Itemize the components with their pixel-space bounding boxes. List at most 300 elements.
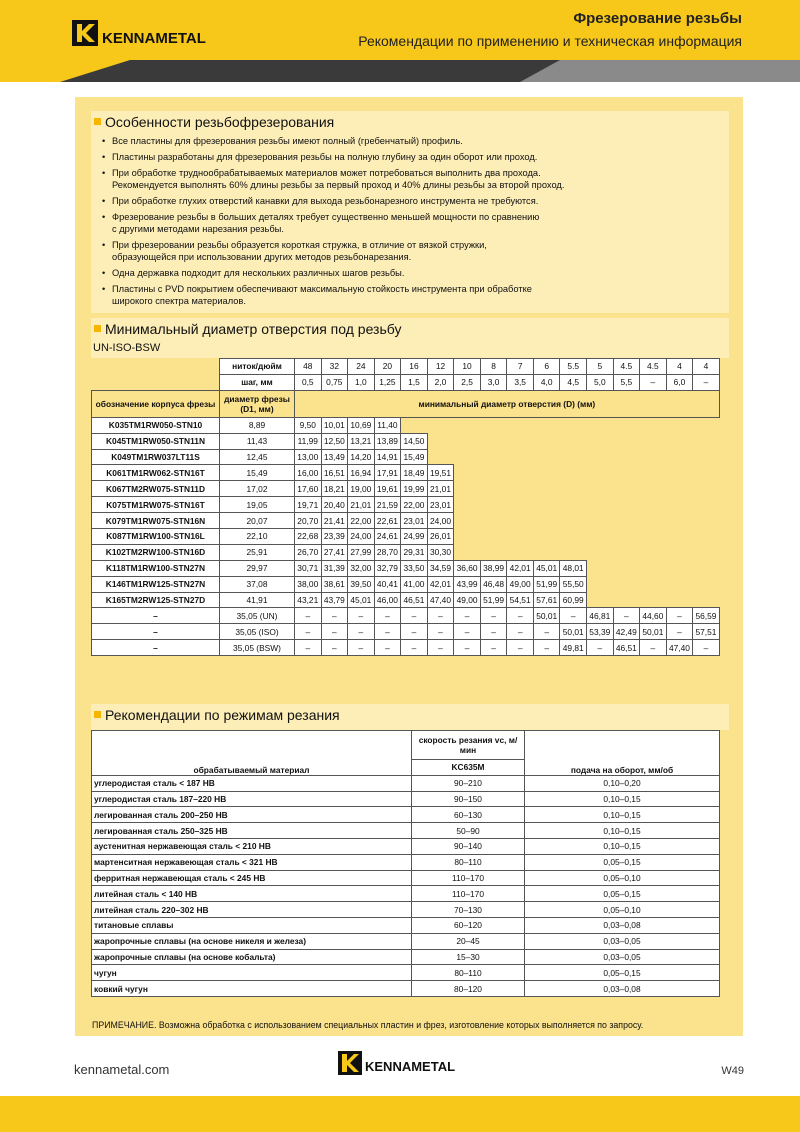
col-min-header: минимальный диаметр отверстия (D) (мм) (295, 390, 720, 417)
min-diameter-cell: 39,50 (348, 576, 375, 592)
col-body-header: обозначение корпуса фрезы (92, 390, 220, 417)
feature-line: Пластины разработаны для фрезерования резьбы на полную глубину за один оборот или проход. (112, 152, 538, 162)
col-d1-header: диаметр фрезы (D1, мм) (220, 390, 295, 417)
speed-cell: 110–170 (412, 870, 525, 886)
min-diameter-cell: 46,81 (587, 608, 614, 624)
min-diameter-title (94, 321, 401, 337)
min-diameter-cell: – (507, 640, 534, 656)
pitch-cell: 3,0 (480, 374, 507, 390)
min-diameter-cell: – (480, 640, 507, 656)
feature-line: При обработке труднообрабатываемых материалов может потребоваться выполнить два прохода. (112, 168, 541, 178)
min-diameter-cell: 38,00 (295, 576, 322, 592)
table-row (92, 917, 720, 933)
body-designation-cell: K165TM2RW125-STN27D (92, 592, 220, 608)
feed-cell: 0,03–0,05 (525, 949, 720, 965)
min-diameter-cell: – (666, 608, 693, 624)
material-cell: чугун (92, 965, 412, 981)
min-diameter-cell: 51,99 (533, 576, 560, 592)
feature-line: Пластины с PVD покрытием обеспечивают максимальную стойкость инструмента при обработке (112, 284, 532, 294)
min-diameter-cell: 21,41 (321, 513, 348, 529)
speed-cell: 90–210 (412, 775, 525, 791)
min-diameter-cell: – (295, 608, 322, 624)
feed-cell: 0,10–0,15 (525, 807, 720, 823)
tpi-row (92, 359, 720, 375)
feature-item (102, 135, 722, 147)
body-designation-cell: K146TM1RW125-STN27N (92, 576, 220, 592)
min-diameter-cell: 48,01 (560, 560, 587, 576)
page-subtitle: Рекомендации по применению и техническая информация (358, 33, 742, 49)
feature-line: образующейся при использовании других методов резьбонарезания. (112, 252, 412, 262)
min-diameter-cell: 17,60 (295, 481, 322, 497)
tpi-cell: 20 (374, 359, 401, 375)
empty-cell (454, 481, 719, 497)
min-diameter-cell: 47,40 (666, 640, 693, 656)
min-diameter-cell: 18,49 (401, 465, 428, 481)
empty-cell (401, 417, 720, 433)
min-diameter-cell: 56,59 (693, 608, 720, 624)
d1-cell: 29,97 (220, 560, 295, 576)
square-bullet-icon (94, 711, 101, 718)
min-diameter-cell: 10,69 (348, 417, 375, 433)
empty-cell (427, 433, 719, 449)
col-material-header: обрабатываемый материал (92, 731, 412, 776)
table-row (92, 838, 720, 854)
min-diameter-cell: – (640, 640, 667, 656)
square-bullet-icon (94, 118, 101, 125)
pitch-cell: 1,5 (401, 374, 428, 390)
feature-line: широкого спектра материалов. (112, 296, 246, 306)
d1-cell: 41,91 (220, 592, 295, 608)
tpi-cell: 32 (321, 359, 348, 375)
min-diameter-cell: 55,50 (560, 576, 587, 592)
pitch-cell: 5,5 (613, 374, 640, 390)
tpi-cell: 12 (427, 359, 454, 375)
table-row (92, 807, 720, 823)
pitch-cell: 1,0 (348, 374, 375, 390)
min-diameter-cell: 36,60 (454, 560, 481, 576)
body-designation-cell: – (92, 608, 220, 624)
min-diameter-cell: 21,59 (374, 497, 401, 513)
table-row (92, 513, 720, 529)
table-row (92, 544, 720, 560)
min-diameter-cell: 54,51 (507, 592, 534, 608)
d1-cell: 15,49 (220, 465, 295, 481)
tpi-cell: 4.5 (640, 359, 667, 375)
empty-cell (454, 544, 719, 560)
feature-item (102, 151, 722, 163)
pitch-label: шаг, мм (220, 374, 295, 390)
min-diameter-cell: – (295, 624, 322, 640)
standard-label: UN-ISO-BSW (93, 342, 161, 354)
speed-cell: 50–90 (412, 823, 525, 839)
speed-cell: 60–130 (412, 807, 525, 823)
material-cell: мартенситная нержавеющая сталь < 321 HB (92, 854, 412, 870)
speed-cell: 90–150 (412, 791, 525, 807)
min-diameter-cell: 24,61 (374, 529, 401, 545)
min-diameter-cell: 14,50 (401, 433, 428, 449)
min-diameter-cell: 19,00 (348, 481, 375, 497)
feature-line: Все пластины для фрезерования резьбы имеют полный (гребенчатый) профиль. (112, 136, 463, 146)
min-diameter-cell: 50,01 (560, 624, 587, 640)
tpi-cell: 4.5 (613, 359, 640, 375)
d1-cell: 22,10 (220, 529, 295, 545)
empty-cell (454, 465, 719, 481)
min-diameter-cell: – (533, 624, 560, 640)
table-row (92, 608, 720, 624)
min-diameter-cell: – (374, 624, 401, 640)
min-diameter-cell: – (454, 640, 481, 656)
material-cell: легированная сталь 200–250 HB (92, 807, 412, 823)
min-diameter-cell: 42,01 (427, 576, 454, 592)
material-cell: литейная сталь < 140 HB (92, 886, 412, 902)
kennametal-logo (72, 18, 232, 48)
feature-line: При обработке глухих отверстий канавки для выхода резьбонарезного инструмента не требуются. (112, 196, 539, 206)
min-diameter-cell: 13,49 (321, 449, 348, 465)
d1-cell: 17,02 (220, 481, 295, 497)
feature-item (102, 195, 722, 207)
body-designation-cell: K049TM1RW037LT11S (92, 449, 220, 465)
min-diameter-cell: 18,21 (321, 481, 348, 497)
min-diameter-cell: 23,39 (321, 529, 348, 545)
min-diameter-cell: 23,01 (427, 497, 454, 513)
cutting-modes-section (91, 704, 729, 730)
min-diameter-cell: 38,61 (321, 576, 348, 592)
min-diameter-cell: 38,99 (480, 560, 507, 576)
pitch-cell: 1,25 (374, 374, 401, 390)
min-diameter-cell: – (401, 608, 428, 624)
material-cell: литейная сталь 220–302 HB (92, 902, 412, 918)
pitch-cell: 2,5 (454, 374, 481, 390)
min-diameter-cell: 14,91 (374, 449, 401, 465)
min-diameter-cell: – (454, 624, 481, 640)
min-diameter-cell: 29,31 (401, 544, 428, 560)
min-diameter-cell: – (374, 608, 401, 624)
min-diameter-cell: 19,51 (427, 465, 454, 481)
speed-cell: 110–170 (412, 886, 525, 902)
empty-cell (587, 592, 720, 608)
min-diameter-cell: – (348, 640, 375, 656)
empty-cell (587, 576, 720, 592)
footer-bar (0, 1096, 800, 1132)
speed-cell: 60–120 (412, 917, 525, 933)
feature-item (102, 267, 722, 279)
feed-cell: 0,10–0,15 (525, 838, 720, 854)
min-diameter-cell: 24,00 (427, 513, 454, 529)
min-diameter-cell: 53,39 (587, 624, 614, 640)
min-diameter-cell: 27,99 (348, 544, 375, 560)
min-diameter-cell: 11,40 (374, 417, 401, 433)
feed-cell: 0,05–0,15 (525, 854, 720, 870)
min-diameter-cell: 45,01 (348, 592, 375, 608)
pitch-cell: 4,5 (560, 374, 587, 390)
min-diameter-cell: – (321, 640, 348, 656)
min-diameter-table (91, 358, 720, 656)
body-designation-cell: K067TM2RW075-STN11D (92, 481, 220, 497)
tpi-cell: 4 (693, 359, 720, 375)
min-diameter-cell: 27,41 (321, 544, 348, 560)
footer-logo-text: KENNAMETAL (365, 1059, 456, 1074)
header-row (92, 390, 720, 417)
footer-kennametal-logo (338, 1049, 478, 1077)
d1-cell: 35,05 (UN) (220, 608, 295, 624)
d1-cell: 35,05 (ISO) (220, 624, 295, 640)
d1-cell: 12,45 (220, 449, 295, 465)
min-diameter-cell: – (587, 640, 614, 656)
empty-cell (427, 449, 719, 465)
min-diameter-cell: – (348, 624, 375, 640)
table-row (92, 902, 720, 918)
feature-item (102, 283, 722, 307)
table-row (92, 560, 720, 576)
tpi-cell: 5.5 (560, 359, 587, 375)
body-designation-cell: K087TM1RW100-STN16L (92, 529, 220, 545)
col-speed-header: скорость резания vc, м/мин (412, 731, 525, 760)
min-diameter-cell: – (560, 608, 587, 624)
table-row (92, 529, 720, 545)
col-feed-header: подача на оборот, мм/об (525, 731, 720, 776)
table-row (92, 870, 720, 886)
tpi-cell: 48 (295, 359, 322, 375)
min-diameter-cell: 11,99 (295, 433, 322, 449)
tpi-cell: 16 (401, 359, 428, 375)
d1-cell: 25,91 (220, 544, 295, 560)
min-diameter-cell: 32,79 (374, 560, 401, 576)
min-diameter-cell: 44,60 (640, 608, 667, 624)
table-row (92, 949, 720, 965)
table-row (92, 624, 720, 640)
speed-cell: 80–110 (412, 965, 525, 981)
cutting-modes-title (94, 707, 340, 723)
min-diameter-cell: 24,99 (401, 529, 428, 545)
tpi-cell: 10 (454, 359, 481, 375)
feed-cell: 0,03–0,08 (525, 981, 720, 997)
blank-cell (92, 359, 220, 391)
min-diameter-cell: 26,01 (427, 529, 454, 545)
min-diameter-cell: 30,30 (427, 544, 454, 560)
body-designation-cell: – (92, 624, 220, 640)
min-diameter-cell: – (507, 624, 534, 640)
min-diameter-cell: 42,01 (507, 560, 534, 576)
min-diameter-cell: 21,01 (427, 481, 454, 497)
feed-cell: 0,05–0,10 (525, 902, 720, 918)
material-cell: жаропрочные сплавы (на основе никеля и железа) (92, 933, 412, 949)
logo-text: KENNAMETAL (102, 30, 206, 47)
tpi-cell: 5 (587, 359, 614, 375)
header-row (92, 731, 720, 760)
pitch-cell: 0,5 (295, 374, 322, 390)
material-cell: ковкий чугун (92, 981, 412, 997)
min-diameter-cell: 32,00 (348, 560, 375, 576)
min-diameter-cell: – (374, 640, 401, 656)
min-diameter-cell: – (480, 624, 507, 640)
min-diameter-cell: 20,70 (295, 513, 322, 529)
min-diameter-cell: 49,81 (560, 640, 587, 656)
min-diameter-cell: – (454, 608, 481, 624)
min-diameter-cell: 57,61 (533, 592, 560, 608)
speed-cell: 80–120 (412, 981, 525, 997)
speed-cell: 80–110 (412, 854, 525, 870)
min-diameter-cell: 15,49 (401, 449, 428, 465)
table-row (92, 823, 720, 839)
min-diameter-cell: 14,20 (348, 449, 375, 465)
tpi-cell: 24 (348, 359, 375, 375)
material-cell: жаропрочные сплавы (на основе кобальта) (92, 949, 412, 965)
note: ПРИМЕЧАНИЕ. Возможна обработка с использованием специальных пластин и фрез, изготовление которых выполняется по запросу. (92, 1020, 644, 1030)
min-diameter-cell: 57,51 (693, 624, 720, 640)
body-designation-cell: – (92, 640, 220, 656)
features-title (94, 114, 334, 130)
min-diameter-cell: 22,61 (374, 513, 401, 529)
tpi-cell: 6 (533, 359, 560, 375)
page-header (0, 0, 800, 60)
material-cell: углеродистая сталь < 187 HB (92, 775, 412, 791)
feed-cell: 0,05–0,15 (525, 886, 720, 902)
min-diameter-cell: – (401, 640, 428, 656)
min-diameter-cell: 50,01 (640, 624, 667, 640)
min-diameter-cell: 13,21 (348, 433, 375, 449)
min-diameter-cell: 43,99 (454, 576, 481, 592)
min-diameter-cell: 46,51 (613, 640, 640, 656)
min-diameter-section (91, 318, 729, 358)
min-diameter-cell: 49,00 (507, 576, 534, 592)
table-row (92, 576, 720, 592)
features-title-text: Особенности резьбофрезерования (105, 114, 335, 130)
min-diameter-cell: 21,01 (348, 497, 375, 513)
square-bullet-icon (94, 325, 101, 332)
table-row (92, 449, 720, 465)
min-diameter-cell: – (693, 640, 720, 656)
min-diameter-cell: 22,00 (348, 513, 375, 529)
min-diameter-cell: 31,39 (321, 560, 348, 576)
min-diameter-cell: 46,00 (374, 592, 401, 608)
table-row (92, 981, 720, 997)
min-diameter-cell: – (348, 608, 375, 624)
feed-cell: 0,10–0,20 (525, 775, 720, 791)
pitch-cell: 6,0 (666, 374, 693, 390)
feature-line: Одна державка подходит для нескольких различных шагов резьбы. (112, 268, 405, 278)
min-diameter-title-text: Минимальный диаметр отверстия под резьбу (105, 321, 402, 337)
min-diameter-cell: – (427, 608, 454, 624)
feature-item (102, 239, 722, 263)
body-designation-cell: K061TM1RW062-STN16T (92, 465, 220, 481)
min-diameter-cell: 49,00 (454, 592, 481, 608)
min-diameter-cell: – (427, 624, 454, 640)
min-diameter-cell: 9,50 (295, 417, 322, 433)
tpi-cell: 8 (480, 359, 507, 375)
empty-cell (454, 513, 719, 529)
min-diameter-cell: 60,99 (560, 592, 587, 608)
table-row (92, 933, 720, 949)
d1-cell: 20,07 (220, 513, 295, 529)
min-diameter-cell: – (533, 640, 560, 656)
min-diameter-cell: 16,51 (321, 465, 348, 481)
feed-cell: 0,03–0,08 (525, 917, 720, 933)
table-row (92, 465, 720, 481)
body-designation-cell: K118TM1RW100-STN27N (92, 560, 220, 576)
material-cell: легированная сталь 250–325 HB (92, 823, 412, 839)
min-diameter-cell: 24,00 (348, 529, 375, 545)
table-row (92, 481, 720, 497)
min-diameter-cell: 13,89 (374, 433, 401, 449)
features-list (102, 135, 722, 311)
empty-cell (454, 529, 719, 545)
min-diameter-cell: 47,40 (427, 592, 454, 608)
min-diameter-cell: – (666, 624, 693, 640)
pitch-cell: 5,0 (587, 374, 614, 390)
table-row (92, 775, 720, 791)
min-diameter-cell: – (321, 624, 348, 640)
table-row (92, 497, 720, 513)
min-diameter-cell: 34,59 (427, 560, 454, 576)
body-designation-cell: K075TM1RW075-STN16T (92, 497, 220, 513)
speed-cell: 70–130 (412, 902, 525, 918)
material-cell: ферритная нержавеющая сталь < 245 HB (92, 870, 412, 886)
min-diameter-cell: 43,79 (321, 592, 348, 608)
min-diameter-cell: – (321, 608, 348, 624)
min-diameter-cell: 22,00 (401, 497, 428, 513)
table-row (92, 886, 720, 902)
min-diameter-cell: – (401, 624, 428, 640)
min-diameter-cell: 50,01 (533, 608, 560, 624)
min-diameter-cell: 19,71 (295, 497, 322, 513)
min-diameter-cell: 19,99 (401, 481, 428, 497)
feature-line: с другими методами нарезания резьбы. (112, 224, 284, 234)
table-row (92, 965, 720, 981)
min-diameter-cell: 42,49 (613, 624, 640, 640)
page-number: W49 (721, 1065, 744, 1077)
min-diameter-cell: 10,01 (321, 417, 348, 433)
speed-cell: 20–45 (412, 933, 525, 949)
min-diameter-cell: 33,50 (401, 560, 428, 576)
pitch-cell: 0,75 (321, 374, 348, 390)
feature-item (102, 211, 722, 235)
table-row (92, 640, 720, 656)
min-diameter-cell: 12,50 (321, 433, 348, 449)
min-diameter-cell: 22,68 (295, 529, 322, 545)
pitch-cell: 3,5 (507, 374, 534, 390)
page-title: Фрезерование резьбы (573, 10, 742, 27)
min-diameter-cell: 51,99 (480, 592, 507, 608)
table-row (92, 592, 720, 608)
d1-cell: 37,08 (220, 576, 295, 592)
min-diameter-cell: – (427, 640, 454, 656)
min-diameter-cell: 16,00 (295, 465, 322, 481)
speed-cell: 90–140 (412, 838, 525, 854)
min-diameter-cell: 26,70 (295, 544, 322, 560)
material-cell: титановые сплавы (92, 917, 412, 933)
d1-cell: 19,05 (220, 497, 295, 513)
feature-item (102, 167, 722, 191)
cutting-modes-table (91, 730, 720, 997)
feed-cell: 0,03–0,05 (525, 933, 720, 949)
body-designation-cell: K035TM1RW050-STN10 (92, 417, 220, 433)
min-diameter-cell: 23,01 (401, 513, 428, 529)
min-diameter-cell: 46,48 (480, 576, 507, 592)
min-diameter-cell: 41,00 (401, 576, 428, 592)
material-cell: углеродистая сталь 187–220 HB (92, 791, 412, 807)
feed-cell: 0,05–0,10 (525, 870, 720, 886)
header-stripe (0, 60, 800, 82)
min-diameter-cell: 13,00 (295, 449, 322, 465)
footer-site-link[interactable]: kennametal.com (74, 1062, 170, 1077)
cutting-modes-title-text: Рекомендации по режимам резания (105, 707, 340, 723)
body-designation-cell: K045TM1RW050-STN11N (92, 433, 220, 449)
min-diameter-cell: – (613, 608, 640, 624)
min-diameter-cell: – (480, 608, 507, 624)
min-diameter-cell: – (507, 608, 534, 624)
pitch-cell: 4,0 (533, 374, 560, 390)
empty-cell (454, 497, 719, 513)
